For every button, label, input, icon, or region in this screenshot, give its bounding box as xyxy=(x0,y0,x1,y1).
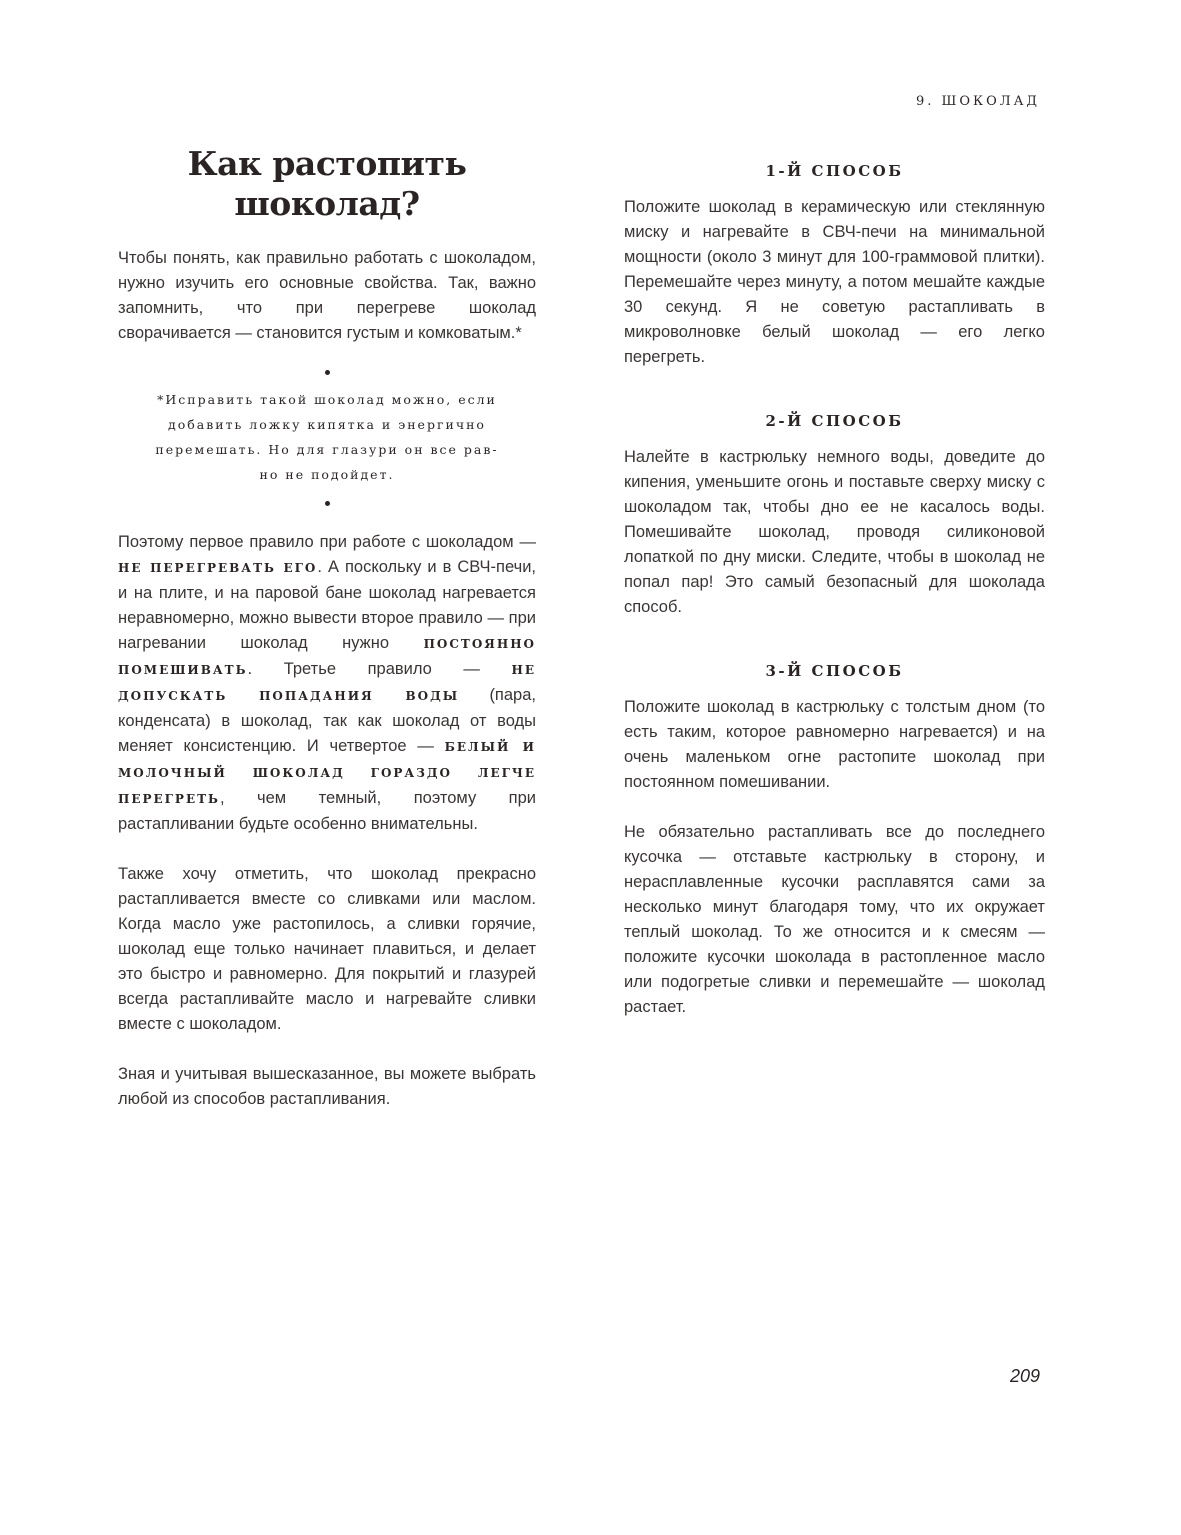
ornament-dot-bottom xyxy=(325,501,330,506)
method-1-text: Положите шоколад в керамическую или стеклянную миску и нагревайте в СВЧ-печи на минимальной мощности (около 3 минут для 100-граммовой плитки). Перемешайте через минуту, а потом мешайте каждые 30 секунд. Я не советую растапливать в микроволновке белый шоколад — его легко перегреть. xyxy=(624,198,1045,366)
footnote-line-1: *Исправить такой шоколад можно, если xyxy=(157,392,497,407)
footnote-line-2: добавить ложку кипятка и энергично xyxy=(168,417,486,432)
footnote-line-3: перемешать. Но для глазури он все рав- xyxy=(155,442,499,457)
rules-text-4: (пара, конденсата) в шоколад, так как шоколад от воды меняет консистенцию. И четвертое — xyxy=(118,686,536,755)
rules-text-3: . Третье правило — xyxy=(247,660,512,678)
method-3-text-2: Не обязательно растапливать все до последнего кусочка — отставьте кастрюльку в сторону, и нерасплавленные кусочки расплавятся сами за несколько минут благодаря тому, что их окружает теплый шоколад. То же относится и к смесям — положите кусочки шоколада в растопленное масло или подогретые сливки и перемешайте — шоколад растает. xyxy=(624,823,1045,1016)
ornament-dot-top xyxy=(325,370,330,375)
rule-2-emphasis: ПОСТОЯННО ПОМЕШИВАТЬ xyxy=(118,637,536,677)
rule-4-emphasis: БЕЛЫЙ И МОЛОЧНЫЙ ШОКОЛАД ГОРАЗДО ЛЕГЧЕ ПЕРЕГРЕТЬ xyxy=(118,740,536,806)
running-head: 9. ШОКОЛАД xyxy=(915,94,1040,109)
rule-1-emphasis: НЕ ПЕРЕГРЕВАТЬ ЕГО xyxy=(118,561,318,575)
right-column xyxy=(624,158,1045,1020)
method-3-heading: 3-Й СПОСОБ xyxy=(765,662,904,680)
intro-paragraph: Чтобы понять, как правильно работать с шоколадом, нужно изучить его основные свойства. Так, важно запомнить, что при перегреве шоколад сворачивается — становится густым и комковатым.* xyxy=(118,249,536,342)
title-line-1: Как растопить xyxy=(187,144,467,183)
rules-text-1: Поэтому первое правило при работе с шоколадом — xyxy=(118,533,536,551)
method-3-text: Положите шоколад в кастрюльку с толстым дном (то есть таким, которое равномерно нагревается) и на очень маленьком огне растопите шоколад при постоянном помешивании. xyxy=(624,698,1045,791)
rule-3-emphasis: НЕ ДОПУСКАТЬ ПОПАДАНИЯ ВОДЫ xyxy=(118,663,536,703)
cream-paragraph: Также хочу отметить, что шоколад прекрасно растапливается вместе со сливками или маслом. Когда масло уже растопилось, а сливки горячие, шоколад еще только начинает плавиться, и делает это быстро и равномерно. Для покрытий и глазурей всегда растапливайте масло и нагревайте сливки вместе с шоколадом. xyxy=(118,865,536,1033)
method-2-text: Налейте в кастрюльку немного воды, доведите до кипения, уменьшите огонь и поставьте сверху миску с шоколадом так, чтобы дно ее не касалось воды. Помешивайте шоколад, проводя силиконовой лопаткой по дну миски. Следите, чтобы в шоколад не попал пар! Это самый безопасный для шоколада способ. xyxy=(624,448,1045,616)
footnote-line-4: но не подойдет. xyxy=(259,467,395,482)
closing-paragraph: Зная и учитывая вышесказанное, вы можете выбрать любой из способов растапливания. xyxy=(118,1065,536,1108)
page-number: 209 xyxy=(1009,1366,1040,1386)
method-2-heading: 2-Й СПОСОБ xyxy=(765,412,904,430)
footnote xyxy=(118,387,536,487)
left-column xyxy=(118,140,536,1112)
title-line-2: шоколад? xyxy=(234,184,420,223)
rules-text-5: , чем темный, поэтому при растапливании будьте особенно внимательны. xyxy=(118,789,536,833)
page-title xyxy=(118,144,536,224)
rules-paragraph xyxy=(118,530,536,837)
rules-text-2: . А поскольку и в СВЧ-печи, и на плите, и на паровой бане шоколад нагревается неравномерно, можно вывести второе правило — при нагревании шоколад нужно xyxy=(118,558,536,652)
method-1-heading: 1-Й СПОСОБ xyxy=(765,162,904,180)
